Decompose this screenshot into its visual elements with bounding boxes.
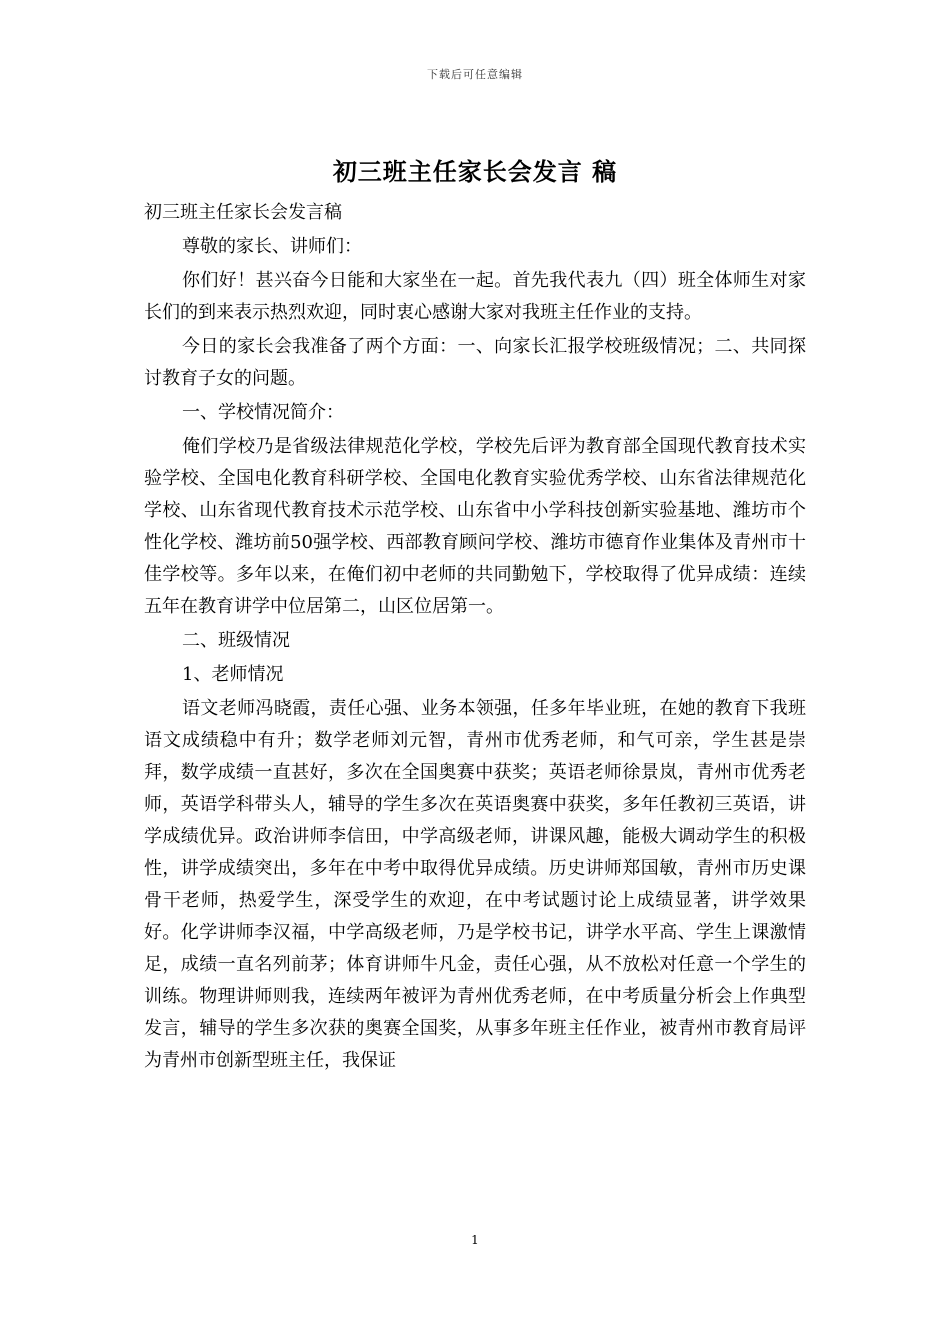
document-body xyxy=(144,197,806,1079)
body-paragraph: 今日的家长会我准备了两个方面：一、向家长汇报学校班级情况；二、共同探讨教育子女的问题。 xyxy=(144,336,806,389)
section-heading: 二、班级情况 xyxy=(182,630,290,651)
subsection-heading: 1、老师情况 xyxy=(182,664,284,685)
body-paragraph: 语文老师冯晓霞，责任心强、业务本领强，任多年毕业班，在她的教育下我班语文成绩稳中有升；数学老师刘元智，青州市优秀老师，和气可亲，学生甚是崇拜，数学成绩一直甚好，多次在全国奥赛中获奖；英语老师徐景岚，青州市优秀老师，英语学科带头人，辅导的学生多次在英语奥赛中获奖，多年任教初三英语，讲学成绩优异。政治讲师李信田，中学高级老师，讲课风趣，能极大调动学生的积极性，讲学成绩突出，多年在中考中取得优异成绩。历史讲师郑国敏，青州市历史课骨干老师，热爱学生，深受学生的欢迎，在中考试题讨论上成绩显著，讲学效果好。化学讲师李汉福，中学高级老师，乃是学校书记，讲学水平高、学生上课激情足，成绩一直名列前茅；体育讲师牛凡金，责任心强，从不放松对任意一个学生的训练。物理讲师则我，连续两年被评为青州优秀老师，在中考质量分析会上作典型发言，辅导的学生多次获的奥赛全国奖，从事多年班主任作业，被青州市教育局评为青州市创新型班主任，我保证 xyxy=(144,698,806,1071)
section-heading: 一、学校情况简介： xyxy=(182,402,344,423)
page-header-note: 下载后可任意编辑 xyxy=(427,68,523,81)
document-title: 初三班主任家长会发言 稿 xyxy=(332,157,618,186)
body-paragraph: 初三班主任家长会发言稿 xyxy=(144,202,342,223)
body-paragraph: 尊敬的家长、讲师们： xyxy=(182,236,362,257)
body-paragraph: 俺们学校乃是省级法律规范化学校，学校先后评为教育部全国现代教育技术实验学校、全国电化教育科研学校、全国电化教育实验优秀学校、山东省法律规范化学校、山东省现代教育技术示范学校、山东省中小学科技创新实验基地、潍坊市个性化学校、潍坊前50强学校、西部教育顾问学校、潍坊市德育作业集体及青州市十佳学校等。多年以来，在俺们初中老师的共同勤勉下，学校取得了优异成绩：连续五年在教育讲学中位居第二，山区位居第一。 xyxy=(144,436,806,617)
page-number: 1 xyxy=(471,1233,479,1247)
body-paragraph: 你们好！甚兴奋今日能和大家坐在一起。首先我代表九（四）班全体师生对家长们的到来表示热烈欢迎，同时衷心感谢大家对我班主任作业的支持。 xyxy=(144,270,806,323)
